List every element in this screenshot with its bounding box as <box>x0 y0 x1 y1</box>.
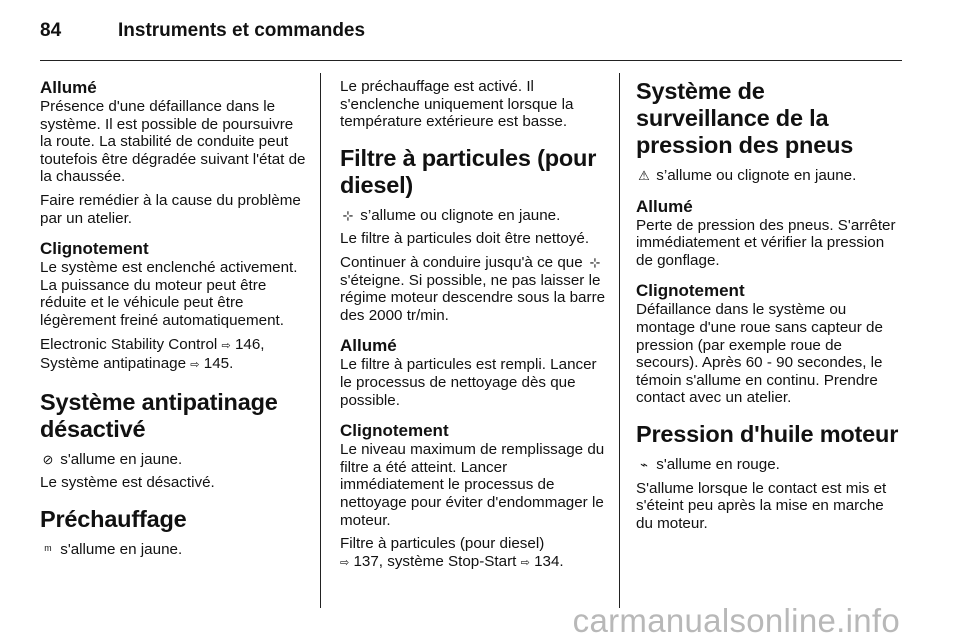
filtre-references <box>340 535 608 572</box>
tire-pressure-icon: ⚠ <box>638 168 650 183</box>
page-arrow-icon: ⇨ <box>221 339 231 352</box>
filtre-icon-line <box>340 207 608 225</box>
ref-tc: Système antipatinage <box>40 355 187 373</box>
column-2 <box>340 78 608 578</box>
antipatinage-icon-text: s'allume en jaune. <box>60 450 183 468</box>
filtre-text: Le filtre à particules doit être nettoyé. <box>340 230 590 248</box>
clignotement-heading-3: Clignotement <box>636 281 745 301</box>
huile-icon-line <box>636 456 904 474</box>
antipatinage-icon-line <box>40 451 308 469</box>
clignotement-text-3: Défaillance dans le système ou montage d'une roue sans capteur de pression (par exemple roue de secours). Après 60 - 90 secondes, le témoin s'allume en continu. Prendre contact avec un atelier. <box>636 301 883 407</box>
allume-text-3: Perte de pression des pneus. S'arrêter immédiatement et vérifier la pression de gonflage. <box>636 216 896 269</box>
huile-text: S'allume lorsque le contact est mis et s'éteint peu après la mise en marche du moteur. <box>636 479 887 532</box>
allume-heading: Allumé <box>40 78 97 97</box>
pneus-icon-line <box>636 167 904 185</box>
header-rule <box>40 60 902 61</box>
filtre-icon-text: s’allume ou clignote en jaune. <box>360 206 561 224</box>
column-divider-2 <box>619 73 620 608</box>
allume-text: Présence d'une défaillance dans le système. Il est possible de poursuivre la route. La stabilité de conduite peut toutefois être dégradée suivant l'état de la chaussée. <box>40 98 306 186</box>
continuer-post: s'éteigne. Si possible, ne pas laisser le régime moteur descendre sous la barre des 2000 tr/min. <box>340 271 606 324</box>
continuer-text <box>340 254 608 324</box>
ref-esc: Electronic Stability Control <box>40 335 218 353</box>
watermark: carmanualsonline.info <box>572 602 900 639</box>
particle-filter-icon: ⊹ <box>589 254 601 270</box>
pneus-heading: Système de surveillance de la pression des pneus <box>636 78 854 158</box>
particle-filter-icon: ⊹ <box>342 207 354 223</box>
page-title: Instruments et commandes <box>118 20 366 41</box>
antipatinage-text: Le système est désactivé. <box>40 474 215 492</box>
oil-pressure-icon: ⌁ <box>640 456 648 472</box>
clignotement-text: Le système est enclenché activement. La puissance du moteur peut être réduite et le véhicule peut être légèrement freiné automatiquement. <box>40 259 298 329</box>
clignotement-heading: Clignotement <box>40 239 149 259</box>
column-1 <box>40 78 308 565</box>
allume-text-2: Le filtre à particules est rempli. Lancer le processus de nettoyage dès que possible. <box>340 356 597 409</box>
filtre-heading: Filtre à particules (pour diesel) <box>340 144 597 198</box>
remedy-text: Faire remédier à la cause du problème par un atelier. <box>40 191 301 227</box>
prechauffage-continued: Le préchauffage est activé. Il s'enclenche uniquement lorsque la température extérieure est basse. <box>340 78 574 131</box>
ref-esc-page[interactable]: 146, <box>234 335 265 353</box>
clignotement-text-2: Le niveau maximum de remplissage du filtre a été atteint. Lancer immédiatement le processus de nettoyage pour éviter d'endommager le moteur. <box>340 441 605 529</box>
ref-filtre-page[interactable]: 137, système Stop-Start <box>353 552 517 570</box>
page-arrow-icon: ⇨ <box>520 556 530 569</box>
ref-ss-page[interactable]: 134. <box>534 552 564 570</box>
column-3 <box>636 78 904 538</box>
column-divider-1 <box>320 73 321 608</box>
ref-filtre: Filtre à particules (pour diesel) <box>340 535 545 553</box>
page-arrow-icon: ⇨ <box>340 556 350 569</box>
huile-icon-text: s'allume en rouge. <box>656 455 780 473</box>
page-arrow-icon: ⇨ <box>190 359 200 372</box>
ref-tc-page[interactable]: 145. <box>203 355 234 373</box>
antipatinage-heading: Système antipatinage désactivé <box>40 388 278 442</box>
prechauffage-icon-line <box>40 541 308 559</box>
cross-references <box>40 336 308 375</box>
allume-heading-3: Allumé <box>636 196 693 216</box>
preheat-icon: ᵐ <box>44 541 52 557</box>
huile-heading: Pression d'huile moteur <box>636 420 899 447</box>
prechauffage-heading: Préchauffage <box>40 505 187 532</box>
clignotement-heading-2: Clignotement <box>340 421 449 441</box>
prechauffage-icon-text: s'allume en jaune. <box>60 540 183 558</box>
traction-off-icon: ⊘ <box>42 451 54 467</box>
page-number: 84 <box>40 20 62 41</box>
allume-heading-2: Allumé <box>340 336 397 356</box>
continuer-pre: Continuer à conduire jusqu'à ce que <box>340 253 583 271</box>
pneus-icon-text: s’allume ou clignote en jaune. <box>656 167 857 184</box>
